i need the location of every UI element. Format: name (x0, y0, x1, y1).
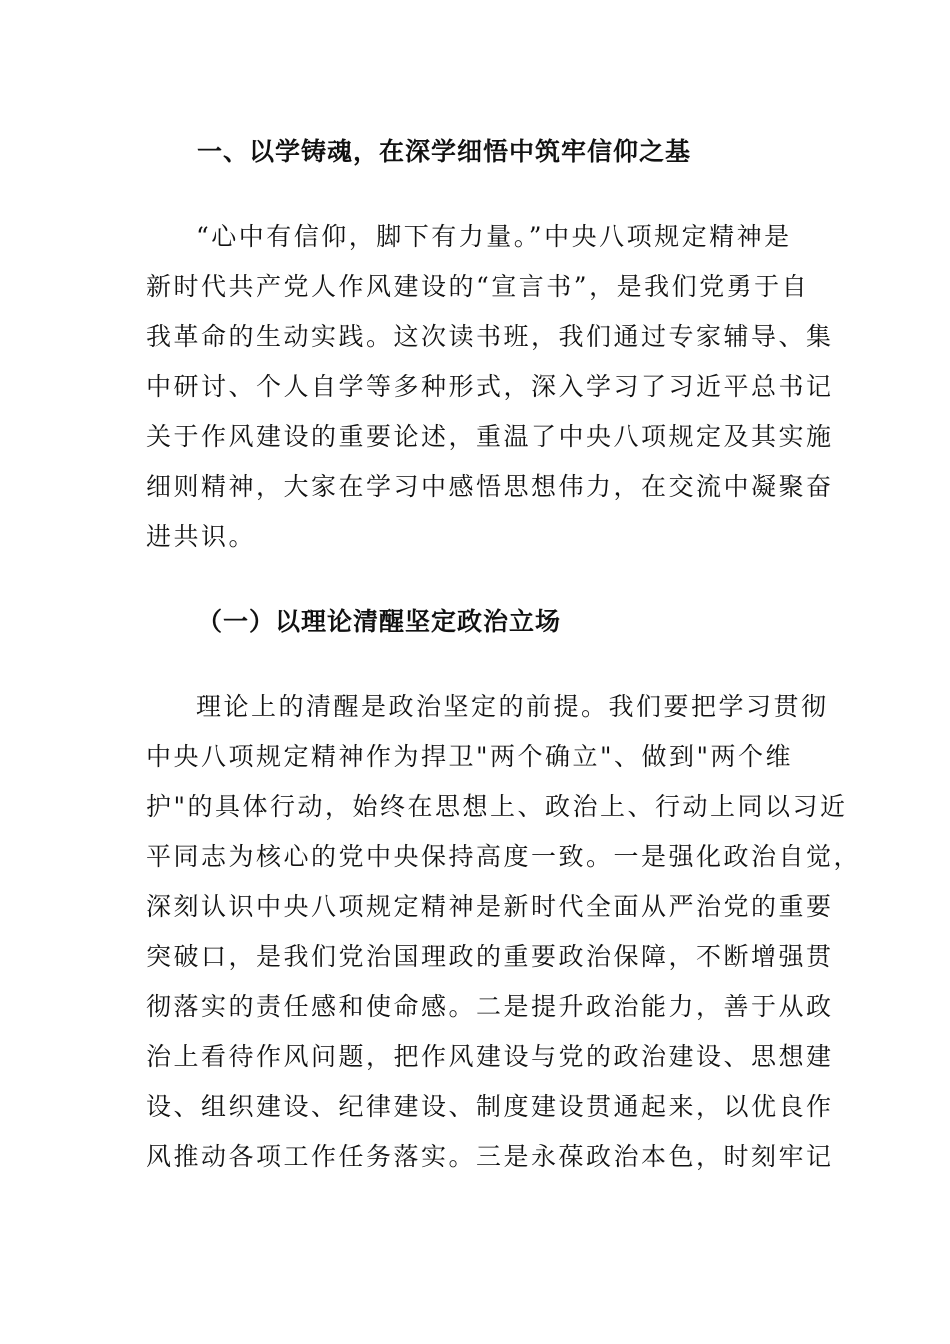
paragraph-line: 新时代共产党人作风建设的“宣言书”，是我们党勇于自 (146, 272, 810, 301)
body-paragraph-2 (146, 682, 862, 1182)
body-paragraph-1 (146, 212, 834, 562)
section-heading: 一、以学铸魂，在深学细悟中筑牢信仰之基 (197, 137, 692, 166)
paragraph-line: 治上看待作风问题，把作风建设与党的政治建设、思想建 (146, 1042, 834, 1071)
paragraph-line: 我革命的生动实践。这次读书班，我们通过专家辅导、集 (146, 322, 834, 351)
paragraph-line: 护"的具体行动，始终在思想上、政治上、行动上同以习近 (146, 792, 848, 821)
paragraph-line: 理论上的清醒是政治坚定的前提。我们要把学习贯彻 (196, 692, 829, 721)
paragraph-line: 进共识。 (146, 522, 257, 551)
subsection-heading: （一）以理论清醒坚定政治立场 (197, 607, 562, 636)
paragraph-line: 深刻认识中央八项规定精神是新时代全面从严治党的重要 (146, 892, 834, 921)
paragraph-line: 平同志为核心的党中央保持高度一致。一是强化政治自觉， (146, 842, 862, 871)
paragraph-line: 中研讨、个人自学等多种形式，深入学习了习近平总书记 (146, 372, 834, 401)
paragraph-line: 风推动各项工作任务落实。三是永葆政治本色，时刻牢记 (146, 1142, 834, 1171)
paragraph-line: 彻落实的责任感和使命感。二是提升政治能力，善于从政 (146, 992, 834, 1021)
paragraph-line: 突破口，是我们党治国理政的重要政治保障，不断增强贯 (146, 942, 834, 971)
paragraph-line: 关于作风建设的重要论述，重温了中央八项规定及其实施 (146, 422, 834, 451)
paragraph-line: 设、组织建设、纪律建设、制度建设贯通起来，以优良作 (146, 1092, 834, 1121)
paragraph-line: 细则精神，大家在学习中感悟思想伟力，在交流中凝聚奋 (146, 472, 834, 501)
paragraph-line: “心中有信仰，脚下有力量。”中央八项规定精神是 (196, 222, 792, 251)
paragraph-line: 中央八项规定精神作为捍卫"两个确立"、做到"两个维 (146, 742, 793, 771)
